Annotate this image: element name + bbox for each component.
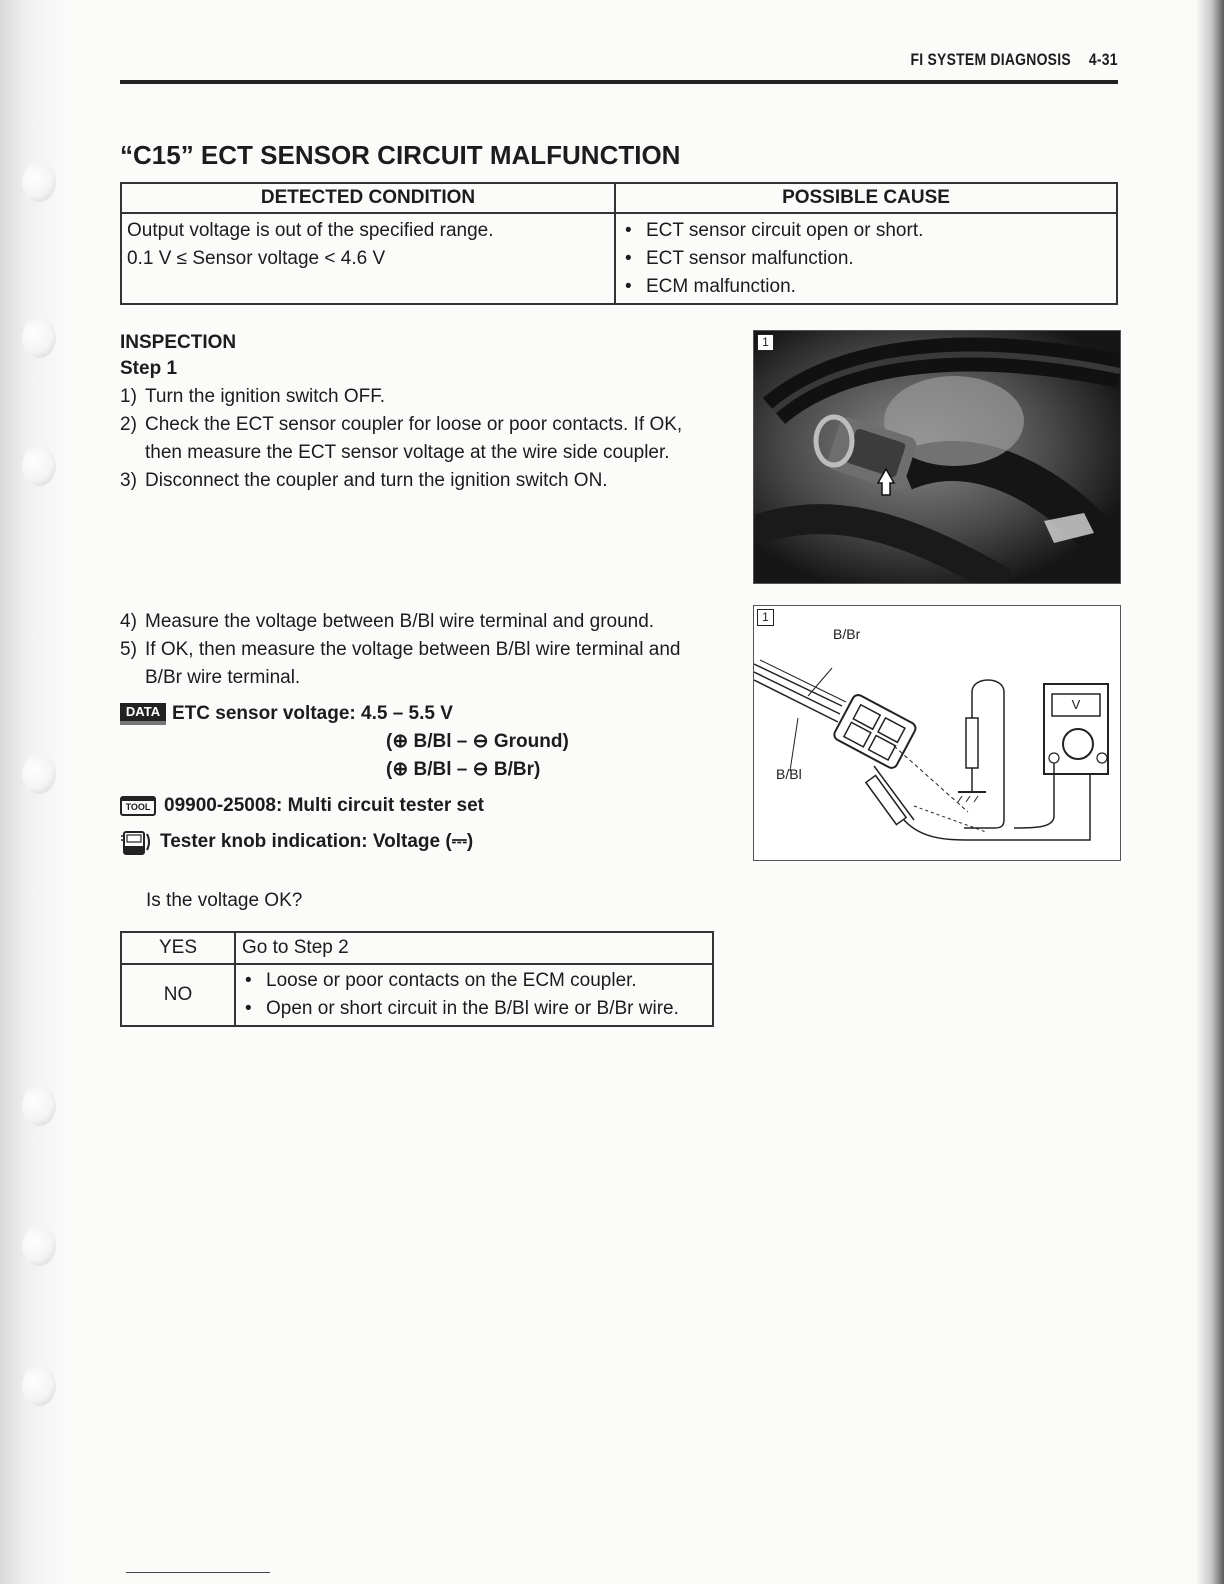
- header-text: [911, 50, 1118, 70]
- cause-item: • ECT sensor circuit open or short.: [622, 217, 1111, 245]
- condition-line: Output voltage is out of the specified range.: [127, 220, 494, 241]
- punch-hole: [22, 1086, 56, 1126]
- spec-label: ETC sensor voltage:: [172, 703, 356, 724]
- figure-number: 1: [757, 334, 774, 351]
- cause-item: • ECM malfunction.: [622, 273, 1111, 301]
- spec-bbr-line: (⊕ B/Bl – ⊖ B/Br): [386, 759, 541, 780]
- meter-display-label: V: [1071, 697, 1081, 712]
- no-action-item: • Loose or poor contacts on the ECM coupler.: [242, 967, 706, 995]
- punch-hole: [22, 162, 56, 202]
- data-icon: [120, 703, 166, 725]
- inspection-heading: INSPECTION: [120, 332, 237, 353]
- step-text: Turn the ignition switch OFF.: [145, 386, 386, 407]
- wire-label-bbr: B/Br: [833, 626, 861, 642]
- no-cell: NO: [121, 964, 235, 1026]
- tool-name: : Multi circuit tester set: [276, 795, 484, 816]
- inspection-section-continued: [120, 608, 720, 692]
- step-item: [120, 467, 710, 495]
- condition-line: 0.1 V ≤ Sensor voltage < 4.6 V: [127, 248, 386, 269]
- step-number: 4): [120, 611, 137, 632]
- step-text: If OK, then measure the voltage between B/Bl wire terminal and B/Br wire terminal.: [145, 639, 681, 688]
- step-number: 1): [120, 386, 137, 407]
- tester-knob-line: [120, 828, 473, 856]
- no-action-cell: [235, 964, 713, 1026]
- tester-knob-text: Tester knob indication: Voltage (⎓): [160, 831, 474, 852]
- footer-rule: [126, 1572, 270, 1573]
- page-title: “C15” ECT SENSOR CIRCUIT MALFUNCTION: [120, 140, 681, 170]
- tester-connection-diagram: [754, 606, 1120, 860]
- condition-table: [120, 182, 1118, 305]
- step-item: [120, 608, 720, 636]
- yes-cell: YES: [121, 932, 235, 964]
- data-icon-text: DATA: [125, 703, 161, 719]
- figure-number: 1: [757, 609, 774, 626]
- possible-cause-cell: [615, 213, 1117, 304]
- tool-number: 09900-25008: [164, 795, 276, 816]
- engine-photo-illustration: [754, 331, 1120, 583]
- tool-line: [120, 792, 484, 820]
- punch-hole: [22, 1226, 56, 1266]
- punch-hole: [22, 1366, 56, 1406]
- page-header: [120, 48, 1118, 84]
- tester-knob-icon: [120, 830, 152, 854]
- spec-value: 4.5 – 5.5 V: [361, 703, 453, 724]
- tool-icon-text: TOOL: [125, 801, 151, 812]
- punch-hole: [22, 318, 56, 358]
- no-action-item: • Open or short circuit in the B/Bl wire or B/Br wire.: [242, 995, 706, 1023]
- step-heading: Step 1: [120, 358, 178, 379]
- step-number: 5): [120, 639, 137, 660]
- sensor-photo: [753, 330, 1121, 584]
- cause-item: • ECT sensor malfunction.: [622, 245, 1111, 273]
- step-item: [120, 383, 710, 411]
- wire-label-bbl: B/Bl: [776, 766, 802, 782]
- step-text: Check the ECT sensor coupler for loose or poor contacts. If OK, then measure the ECT sensor voltage at the wire side coupler.: [145, 414, 683, 463]
- step-item: [120, 636, 710, 692]
- punch-hole: [22, 446, 56, 486]
- tool-icon: [120, 796, 156, 816]
- detected-condition-header: DETECTED CONDITION: [121, 183, 615, 213]
- voltage-question: Is the voltage OK?: [146, 890, 303, 911]
- step-number: 2): [120, 414, 137, 435]
- step-text: Disconnect the coupler and turn the ignition switch ON.: [145, 470, 608, 491]
- detected-condition-cell: [121, 213, 615, 304]
- page-number: 4-31: [1089, 50, 1118, 69]
- page-edge-shadow: [1196, 0, 1224, 1584]
- yes-action: Go to Step 2: [235, 932, 713, 964]
- spec-voltage: [120, 700, 453, 728]
- step-text: Measure the voltage between B/Bl wire terminal and ground.: [145, 611, 655, 632]
- step-number: 3): [120, 470, 137, 491]
- result-table: [120, 931, 714, 1027]
- section-title: FI SYSTEM DIAGNOSIS: [910, 50, 1072, 69]
- step-item: [120, 411, 710, 467]
- inspection-section: [120, 329, 710, 495]
- wiring-diagram: [753, 605, 1121, 861]
- punch-hole: [22, 754, 56, 794]
- spec-ground-line: (⊕ B/Bl – ⊖ Ground): [386, 731, 569, 752]
- possible-cause-header: POSSIBLE CAUSE: [615, 183, 1117, 213]
